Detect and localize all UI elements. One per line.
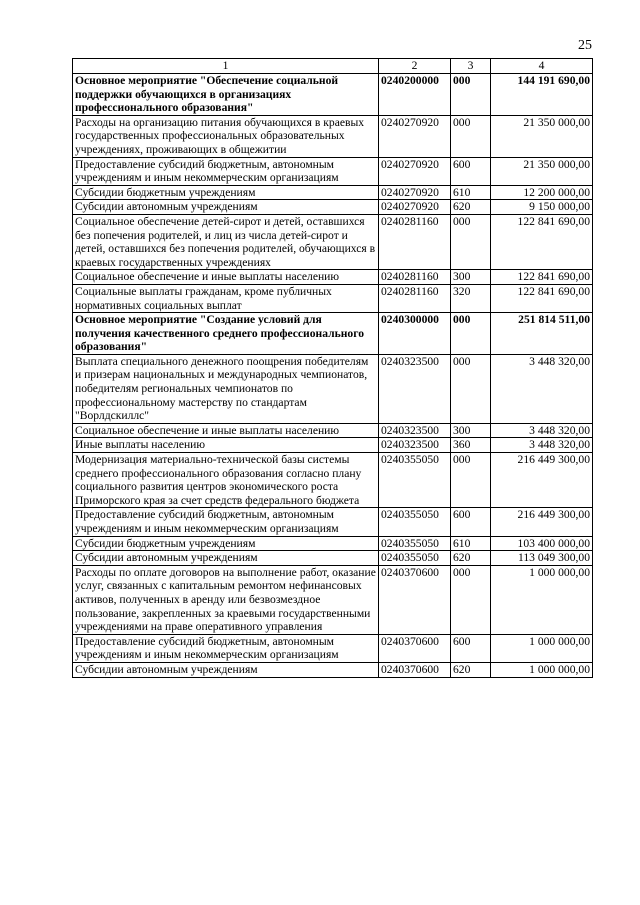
row-type-cell: 620 xyxy=(451,200,491,215)
table-row xyxy=(73,536,593,551)
row-amount-cell: 3 448 320,00 xyxy=(491,423,593,438)
row-name-cell: Модернизация материально-технической базы системы среднего профессионального образования согласно плану социального развития центров экономического роста Приморского края за счет средств федерального бюджета xyxy=(73,453,379,508)
row-code-cell: 0240355050 xyxy=(379,508,451,536)
row-code-cell: 0240270920 xyxy=(379,200,451,215)
table-row xyxy=(73,74,593,116)
row-amount-cell: 3 448 320,00 xyxy=(491,438,593,453)
row-code-cell: 0240370600 xyxy=(379,662,451,677)
row-type-cell: 610 xyxy=(451,185,491,200)
row-name-cell: Расходы по оплате договоров на выполнение работ, оказание услуг, связанных с капитальным ремонтом нефинансовых активов, полученных в аренду или безвозмездное пользование, закрепленных за краевыми государственными учреждениями на праве оперативного управления xyxy=(73,565,379,634)
row-name-cell: Субсидии автономным учреждениям xyxy=(73,200,379,215)
row-name-cell: Предоставление субсидий бюджетным, автономным учреждениям и иным некоммерческим организациям xyxy=(73,157,379,185)
row-code-cell: 0240270920 xyxy=(379,157,451,185)
row-type-cell: 000 xyxy=(451,115,491,157)
row-type-cell: 000 xyxy=(451,313,491,355)
row-type-cell: 000 xyxy=(451,565,491,634)
row-amount-cell: 113 049 300,00 xyxy=(491,551,593,566)
row-code-cell: 0240281160 xyxy=(379,284,451,312)
row-type-cell: 320 xyxy=(451,284,491,312)
row-amount-cell: 216 449 300,00 xyxy=(491,453,593,508)
row-type-cell: 620 xyxy=(451,662,491,677)
row-code-cell: 0240370600 xyxy=(379,634,451,662)
table-row xyxy=(73,438,593,453)
row-code-cell: 0240323500 xyxy=(379,438,451,453)
row-code-cell: 0240200000 xyxy=(379,74,451,116)
row-amount-cell: 9 150 000,00 xyxy=(491,200,593,215)
table-row xyxy=(73,214,593,269)
table-row xyxy=(73,270,593,285)
table-row xyxy=(73,634,593,662)
row-amount-cell: 1 000 000,00 xyxy=(491,565,593,634)
row-type-cell: 610 xyxy=(451,536,491,551)
row-name-cell: Выплата специального денежного поощрения победителям и призерам национальных и международных чемпионатов, победителям региональных чемпионатов по профессиональному мастерству по стандартам "Ворлдскиллс" xyxy=(73,354,379,423)
row-name-cell: Предоставление субсидий бюджетным, автономным учреждениям и иным некоммерческим организациям xyxy=(73,508,379,536)
row-amount-cell: 144 191 690,00 xyxy=(491,74,593,116)
table-row xyxy=(73,565,593,634)
row-name-cell: Расходы на организацию питания обучающихся в краевых государственных профессиональных образовательных учреждениях, проживающих в общежитии xyxy=(73,115,379,157)
table-row xyxy=(73,354,593,423)
budget-table xyxy=(72,58,593,678)
row-amount-cell: 122 841 690,00 xyxy=(491,270,593,285)
header-col-3: 3 xyxy=(451,59,491,74)
row-amount-cell: 3 448 320,00 xyxy=(491,354,593,423)
row-code-cell: 0240323500 xyxy=(379,354,451,423)
table-row xyxy=(73,662,593,677)
row-code-cell: 0240270920 xyxy=(379,115,451,157)
page-number: 25 xyxy=(578,38,592,53)
row-amount-cell: 21 350 000,00 xyxy=(491,157,593,185)
table-row xyxy=(73,508,593,536)
table-row xyxy=(73,200,593,215)
row-type-cell: 000 xyxy=(451,214,491,269)
row-code-cell: 0240355050 xyxy=(379,551,451,566)
row-amount-cell: 251 814 511,00 xyxy=(491,313,593,355)
row-type-cell: 000 xyxy=(451,74,491,116)
row-type-cell: 000 xyxy=(451,354,491,423)
row-name-cell: Субсидии автономным учреждениям xyxy=(73,551,379,566)
table-row xyxy=(73,185,593,200)
table-row xyxy=(73,551,593,566)
row-type-cell: 000 xyxy=(451,453,491,508)
row-amount-cell: 21 350 000,00 xyxy=(491,115,593,157)
row-name-cell: Социальное обеспечение детей-сирот и детей, оставшихся без попечения родителей, и лиц из числа детей-сирот и детей, оставшихся без попечения родителей, обучающихся в краевых государственных учреждениях xyxy=(73,214,379,269)
row-name-cell: Иные выплаты населению xyxy=(73,438,379,453)
row-code-cell: 0240300000 xyxy=(379,313,451,355)
table-row xyxy=(73,157,593,185)
row-type-cell: 360 xyxy=(451,438,491,453)
header-col-2: 2 xyxy=(379,59,451,74)
table-body xyxy=(73,74,593,678)
row-type-cell: 600 xyxy=(451,157,491,185)
row-name-cell: Социальное обеспечение и иные выплаты населению xyxy=(73,270,379,285)
row-code-cell: 0240370600 xyxy=(379,565,451,634)
row-name-cell: Основное мероприятие "Создание условий для получения качественного среднего профессионального образования" xyxy=(73,313,379,355)
table-row xyxy=(73,453,593,508)
row-amount-cell: 1 000 000,00 xyxy=(491,634,593,662)
row-code-cell: 0240270920 xyxy=(379,185,451,200)
table-row xyxy=(73,115,593,157)
row-amount-cell: 103 400 000,00 xyxy=(491,536,593,551)
row-type-cell: 300 xyxy=(451,270,491,285)
row-type-cell: 620 xyxy=(451,551,491,566)
header-col-1: 1 xyxy=(73,59,379,74)
row-code-cell: 0240323500 xyxy=(379,423,451,438)
header-row xyxy=(73,59,593,74)
row-type-cell: 600 xyxy=(451,508,491,536)
row-name-cell: Социальные выплаты гражданам, кроме публичных нормативных социальных выплат xyxy=(73,284,379,312)
row-name-cell: Основное мероприятие "Обеспечение социальной поддержки обучающихся в организациях профессионального образования" xyxy=(73,74,379,116)
row-amount-cell: 216 449 300,00 xyxy=(491,508,593,536)
row-amount-cell: 122 841 690,00 xyxy=(491,214,593,269)
row-name-cell: Субсидии автономным учреждениям xyxy=(73,662,379,677)
table-row xyxy=(73,423,593,438)
row-name-cell: Социальное обеспечение и иные выплаты населению xyxy=(73,423,379,438)
row-type-cell: 600 xyxy=(451,634,491,662)
row-code-cell: 0240355050 xyxy=(379,536,451,551)
table-row xyxy=(73,313,593,355)
row-code-cell: 0240355050 xyxy=(379,453,451,508)
row-name-cell: Предоставление субсидий бюджетным, автономным учреждениям и иным некоммерческим организациям xyxy=(73,634,379,662)
row-amount-cell: 1 000 000,00 xyxy=(491,662,593,677)
row-name-cell: Субсидии бюджетным учреждениям xyxy=(73,185,379,200)
row-code-cell: 0240281160 xyxy=(379,270,451,285)
row-name-cell: Субсидии бюджетным учреждениям xyxy=(73,536,379,551)
table-row xyxy=(73,284,593,312)
row-amount-cell: 12 200 000,00 xyxy=(491,185,593,200)
header-col-4: 4 xyxy=(491,59,593,74)
row-type-cell: 300 xyxy=(451,423,491,438)
row-code-cell: 0240281160 xyxy=(379,214,451,269)
row-amount-cell: 122 841 690,00 xyxy=(491,284,593,312)
